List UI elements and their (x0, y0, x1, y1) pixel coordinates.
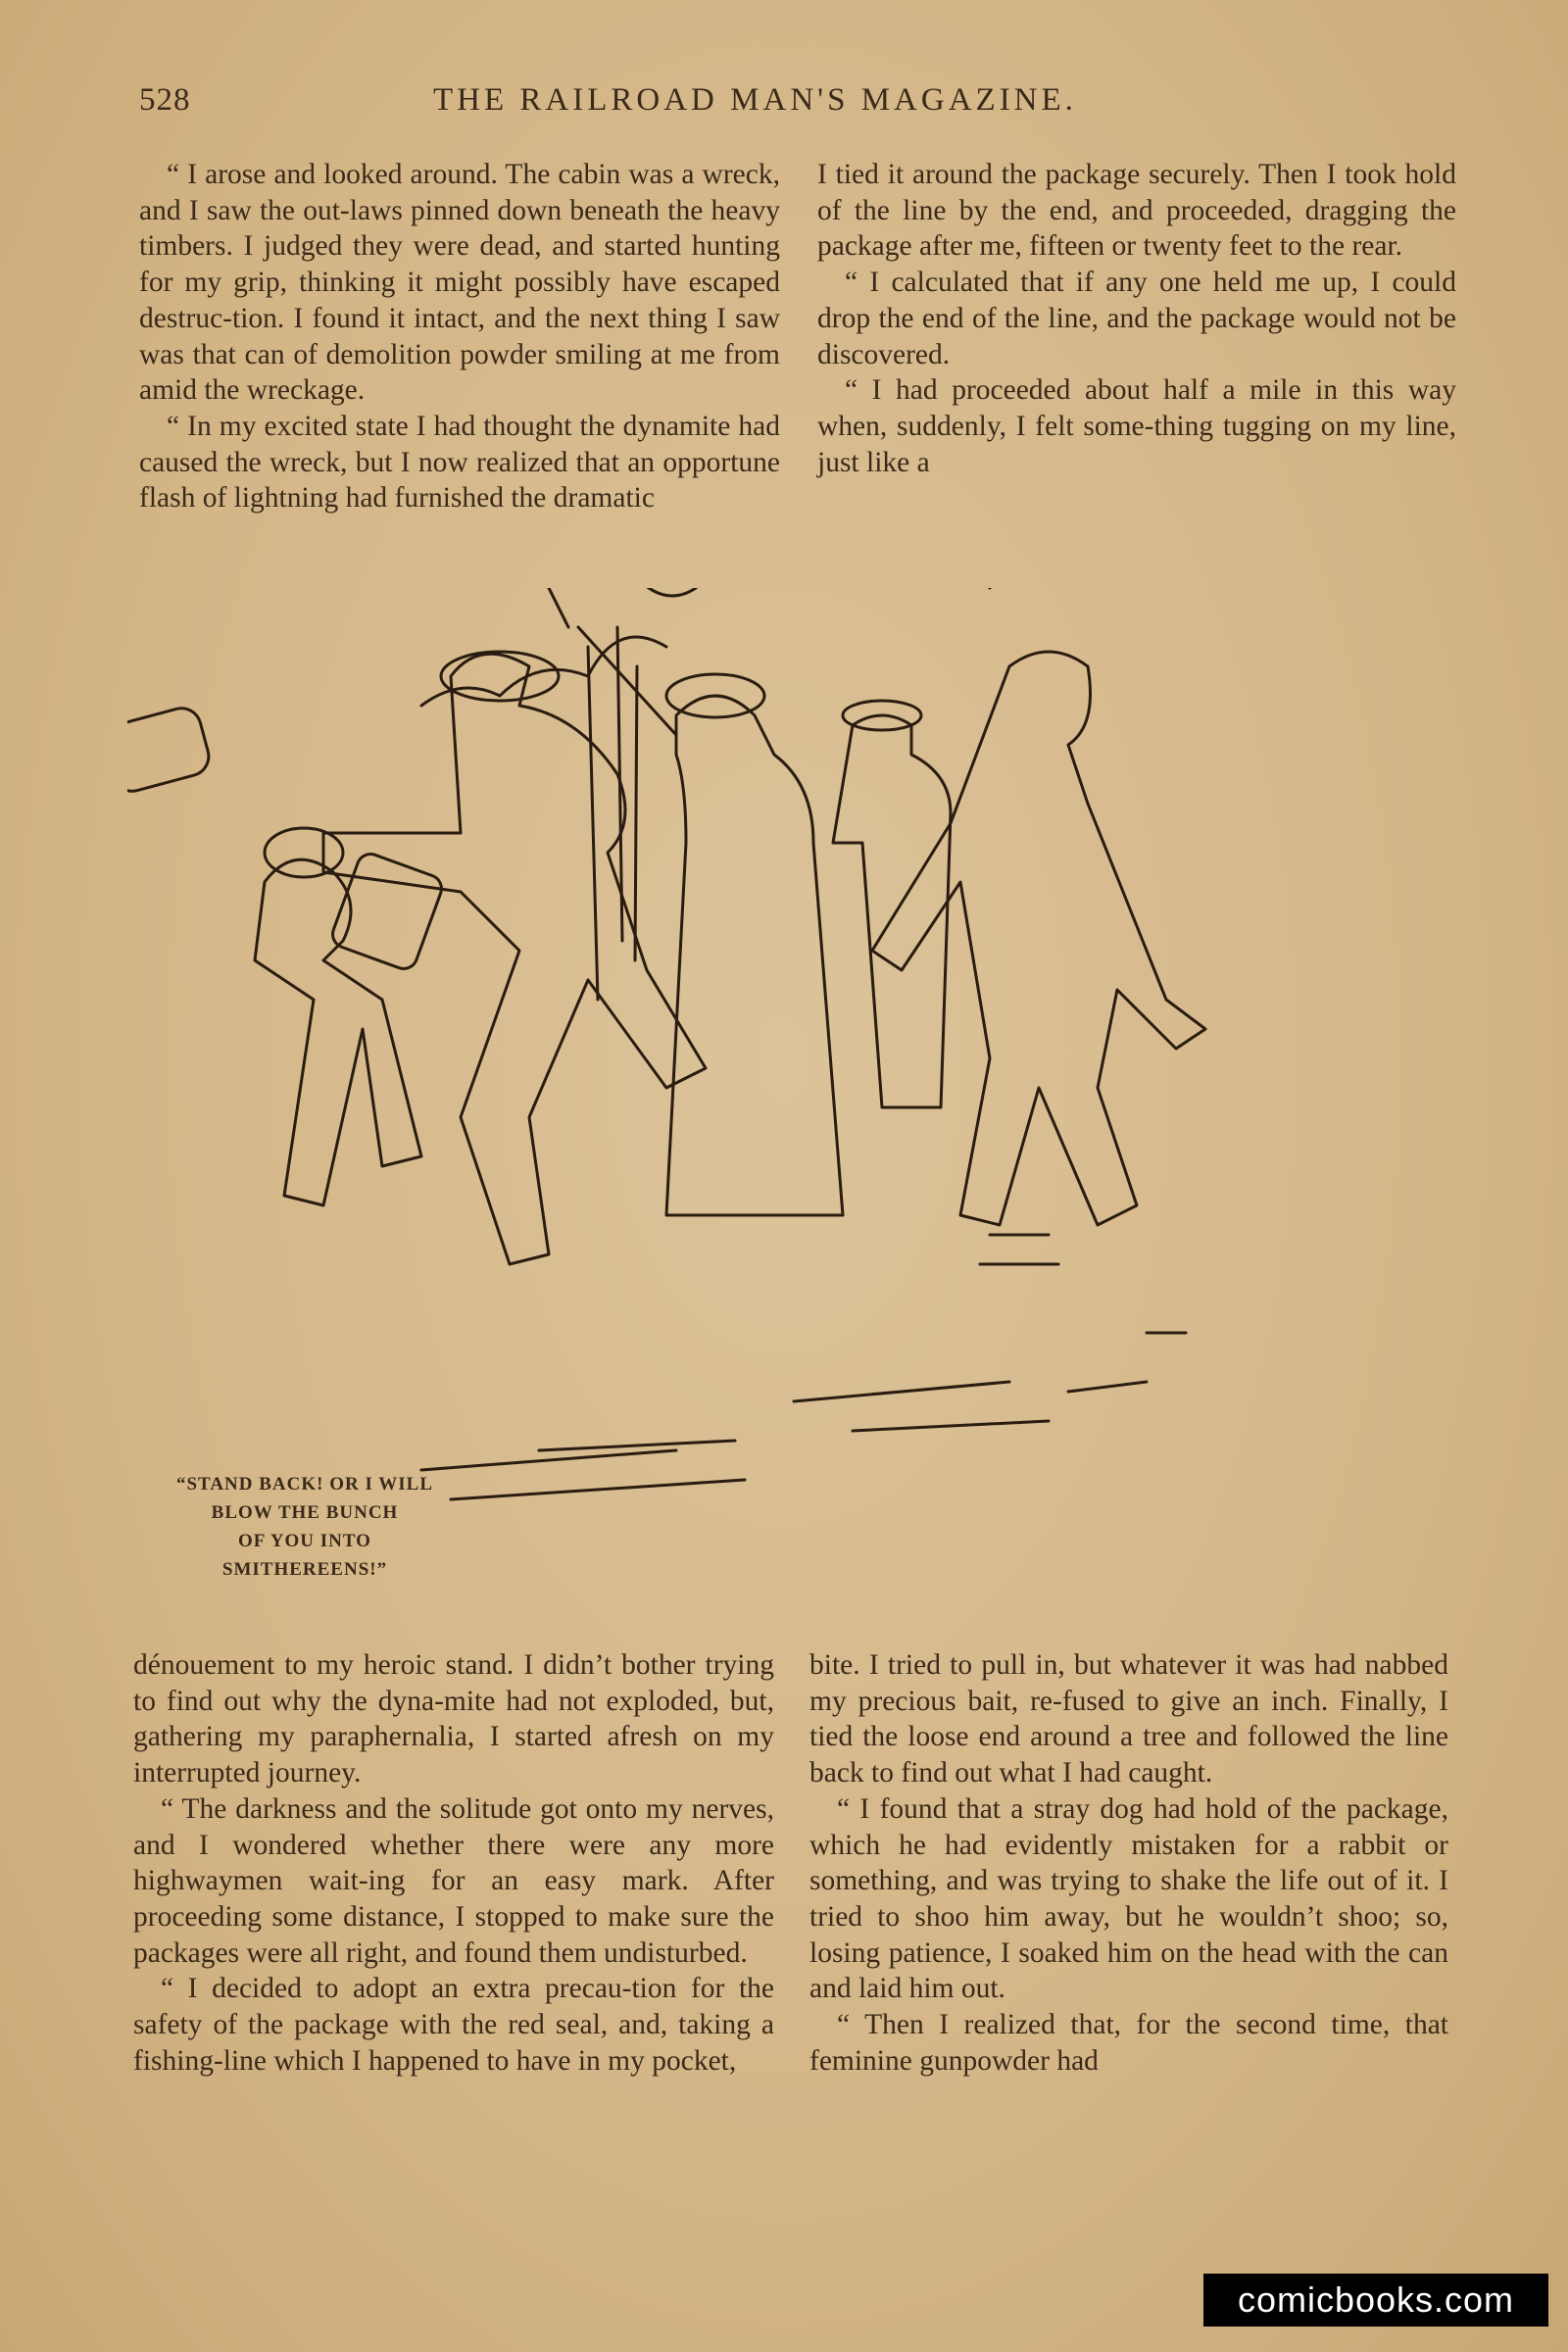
page-header (139, 82, 1452, 131)
caption-line: “STAND BACK! OR I WILL (175, 1474, 433, 1494)
figure-woman (666, 696, 843, 1215)
tree-trunk (635, 666, 637, 960)
caption-line: BLOW THE BUNCH (211, 1502, 399, 1523)
bottom-right-column (809, 1647, 1448, 2079)
watermark-logo: comicbooks.com (1203, 2274, 1548, 2327)
paragraph: “ I arose and looked around. The cabin was a wreck, and I saw the out-laws pinned down beneath the heavy timbers. I judged they were dead, and started hunting for my grip, thinking it might possibly have escaped destruc-tion. I found it intact, and the next thing I saw was that can of demolition powder smiling at me from amid the wreckage. (139, 159, 780, 407)
running-title: THE RAILROAD MAN'S MAGAZINE. (433, 82, 1077, 118)
figure-left-outlaw (255, 859, 421, 1205)
paragraph: bite. I tried to pull in, but whatever it was had nabbed my precious bait, re-fused to give an inch. Finally, I tied the loose end around a tree and followed the line back to find out what I had caught. (809, 1649, 1448, 1789)
ground-lines (421, 1382, 1147, 1499)
tree-branches (578, 588, 990, 596)
tree-trunk (588, 647, 598, 1000)
figure-right-outlaw (872, 652, 1205, 1225)
figure-rear-outlaw (833, 715, 951, 1107)
paragraph: “ I calculated that if any one held me up, I could drop the end of the line, and the package would not be discovered. (817, 267, 1456, 370)
paragraph: I tied it around the package securely. Then I took hold of the line by the end, and proceeded, dragging the package after me, fifteen or twenty feet to the rear. (817, 159, 1456, 263)
bottom-left-column (133, 1647, 774, 2079)
paragraph: “ I found that a stray dog had hold of the package, which he had evidently mistaken for a rabbit or something, and was trying to shake the life out of it. I tried to shoo him away, but he wouldn’t shoo; so, losing patience, I soaked him on the head with the can and laid him out. (809, 1792, 1448, 2005)
tree-branches (421, 637, 666, 706)
illustration-caption (133, 1470, 476, 1584)
paragraph: “ The darkness and the solitude got onto my nerves, and I wondered whether there were any more highwaymen wait-ing for an easy mark. After proceeding some distance, I stopped to make sure the packages were all right, and found them undisturbed. (133, 1792, 774, 1969)
top-left-column (139, 157, 780, 516)
paragraph: “ I had proceeded about half a mile in this way when, suddenly, I felt some-thing tugging on my line, just like a (817, 374, 1456, 478)
dynamite-can (127, 704, 213, 795)
top-right-column (817, 157, 1456, 480)
paragraph: “ Then I realized that, for the second time, that feminine gunpowder had (809, 2009, 1448, 2077)
figure-hero (323, 654, 706, 1264)
paragraph: “ I decided to adopt an extra precau-tion for the safety of the package with the red seal, and, taking a fishing-line which I happened to have in my pocket, (133, 1973, 774, 2077)
page-number: 528 (139, 82, 191, 118)
caption-line: SMITHEREENS!” (221, 1559, 388, 1580)
grip-bag (329, 851, 446, 973)
paragraph: dénouement to my heroic stand. I didn’t bother trying to find out why the dyna-mite had not exploded, but, gathering my paraphernalia, I started afresh on my interrupted journey. (133, 1649, 774, 1789)
paragraph: “ In my excited state I had thought the dynamite had caused the wreck, but I now realized that an opportune flash of lightning had furnished the dramatic (139, 410, 780, 514)
caption-line: OF YOU INTO (238, 1531, 371, 1551)
